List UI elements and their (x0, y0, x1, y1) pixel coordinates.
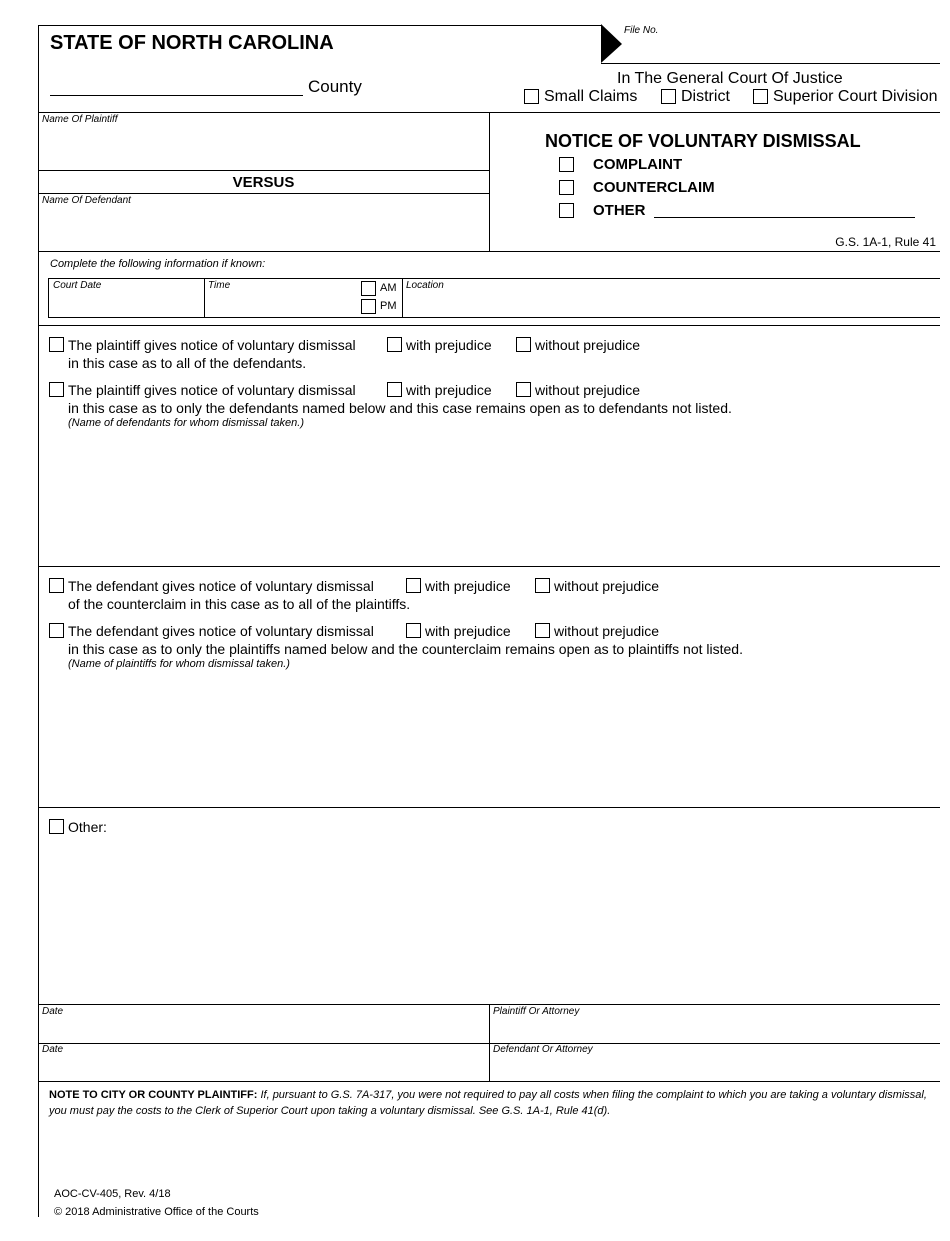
plaintiff-all-defendants-checkbox[interactable] (49, 337, 64, 352)
plaintiff-line (38, 170, 489, 171)
defendants-names-field[interactable] (66, 433, 936, 561)
plaintiffs-names-note: (Name of plaintiffs for whom dismissal taken.) (68, 658, 290, 670)
plaintiff-attorney-label: Plaintiff Or Attorney (493, 1006, 580, 1017)
court-label: In The General Court Of Justice (617, 70, 843, 87)
signature-bottom-line (38, 1081, 940, 1082)
location-field[interactable] (404, 292, 938, 316)
defendant-all-plaintiffs-checkbox[interactable] (49, 578, 64, 593)
defendant-attorney-label: Defendant Or Attorney (493, 1044, 593, 1055)
defendant-named-line2: in this case as to only the plaintiffs named below and the counterclaim remains open as to plaintiffs not listed. (68, 641, 743, 657)
without-prejudice-label: without prejudice (535, 382, 641, 398)
without-prejudice-label: without prejudice (535, 337, 641, 353)
file-no-line (601, 63, 940, 64)
am-checkbox[interactable] (361, 281, 376, 296)
parties-bottom-line (38, 251, 940, 252)
time-label: Time (208, 280, 231, 291)
top-border (38, 25, 601, 26)
plaintiff-all-with-prejudice-checkbox[interactable] (387, 337, 402, 352)
plaintiff-named-with-prejudice-checkbox[interactable] (387, 382, 402, 397)
form-number: AOC-CV-405, Rev. 4/18 (54, 1188, 171, 1200)
file-no-label: File No. (624, 25, 659, 36)
court-date-field[interactable] (50, 292, 202, 316)
other-title-checkbox[interactable] (559, 203, 574, 218)
court-info-bottom (48, 317, 940, 318)
district-checkbox[interactable] (661, 89, 676, 104)
parties-divider (489, 112, 490, 251)
complaint-label: COMPLAINT (593, 156, 683, 173)
pm-label: PM (380, 300, 397, 312)
note-to-plaintiff (49, 1087, 929, 1119)
without-prejudice-label: without prejudice (554, 623, 660, 639)
section-line-1 (38, 325, 940, 326)
defendant-name-field[interactable] (40, 207, 487, 249)
with-prejudice-label: with prejudice (425, 623, 511, 639)
plaintiff-all-line2: in this case as to all of the defendants. (68, 355, 307, 371)
file-no-arrow-icon (601, 24, 623, 64)
county-label: County (308, 77, 362, 96)
plaintiff-attorney-signature[interactable] (491, 1018, 938, 1041)
defendant-named-with-prejudice-checkbox[interactable] (406, 623, 421, 638)
plaintiff-all-without-prejudice-checkbox[interactable] (516, 337, 531, 352)
plaintiff-date-field[interactable] (40, 1018, 487, 1041)
defendant-date-label: Date (42, 1044, 64, 1055)
defendant-name-label: Name Of Defendant (42, 195, 131, 206)
superior-court-label: Superior Court Division (773, 88, 938, 105)
court-info-top (48, 278, 940, 279)
complaint-checkbox[interactable] (559, 157, 574, 172)
pm-checkbox[interactable] (361, 299, 376, 314)
section-line-2 (38, 566, 940, 567)
small-claims-label: Small Claims (544, 88, 638, 105)
plaintiff-all-line1: The plaintiff gives notice of voluntary dismissal (68, 337, 356, 353)
other-title-label: OTHER (593, 202, 646, 219)
defendant-named-without-prejudice-checkbox[interactable] (535, 623, 550, 638)
small-claims-checkbox[interactable] (524, 89, 539, 104)
plaintiffs-names-field[interactable] (66, 674, 936, 802)
signature-mid-line (38, 1043, 940, 1044)
statute-reference: G.S. 1A-1, Rule 41 (835, 235, 936, 249)
counterclaim-checkbox[interactable] (559, 180, 574, 195)
plaintiff-named-defendants-checkbox[interactable] (49, 382, 64, 397)
defendant-named-line1: The defendant gives notice of voluntary dismissal (68, 623, 374, 639)
note-heading: NOTE TO CITY OR COUNTY PLAINTIFF: (49, 1089, 258, 1101)
versus-line (38, 193, 489, 194)
copyright: © 2018 Administrative Office of the Courts (54, 1206, 259, 1218)
other-text-field[interactable] (66, 840, 936, 1000)
with-prejudice-label: with prejudice (406, 382, 492, 398)
district-label: District (681, 88, 730, 105)
versus-label: VERSUS (232, 174, 295, 191)
plaintiff-date-label: Date (42, 1006, 64, 1017)
without-prejudice-label: without prejudice (554, 578, 660, 594)
defendant-all-line2: of the counterclaim in this case as to all of the plaintiffs. (68, 596, 411, 612)
defendant-named-plaintiffs-checkbox[interactable] (49, 623, 64, 638)
other-title-input-line[interactable] (654, 217, 915, 218)
time-field[interactable] (206, 292, 356, 316)
form-title: NOTICE OF VOLUNTARY DISMISSAL (545, 131, 861, 151)
plaintiff-named-line1: The plaintiff gives notice of voluntary dismissal (68, 382, 356, 398)
state-title: STATE OF NORTH CAROLINA (50, 32, 334, 54)
court-date-label: Court Date (53, 280, 102, 291)
court-info-instruction: Complete the following information if known: (50, 258, 266, 270)
defendant-all-with-prejudice-checkbox[interactable] (406, 578, 421, 593)
defendants-names-note: (Name of defendants for whom dismissal taken.) (68, 417, 304, 429)
county-input-line[interactable] (50, 95, 303, 96)
defendant-attorney-signature[interactable] (491, 1056, 938, 1079)
plaintiff-named-line2: in this case as to only the defendants named below and this case remains open as to defendants not listed. (68, 400, 732, 416)
plaintiff-name-label: Name Of Plaintiff (42, 114, 118, 125)
defendant-date-field[interactable] (40, 1056, 487, 1079)
defendant-all-line1: The defendant gives notice of voluntary dismissal (68, 578, 374, 594)
defendant-all-without-prejudice-checkbox[interactable] (535, 578, 550, 593)
file-no-field[interactable] (640, 26, 940, 62)
note-text: If, pursuant to G.S. 7A-317, you were not required to pay all costs when filing the complaint to which you are taking a voluntary dismissal, you must pay the costs to the Clerk of Superior Court upon taking a voluntary dismissal. See G.S. 1A-1, Rule 41(d). (49, 1089, 927, 1117)
with-prejudice-label: with prejudice (406, 337, 492, 353)
plaintiff-named-without-prejudice-checkbox[interactable] (516, 382, 531, 397)
location-label: Location (406, 280, 444, 291)
left-border (38, 25, 39, 1217)
section-line-3 (38, 807, 940, 808)
superior-court-checkbox[interactable] (753, 89, 768, 104)
am-label: AM (380, 282, 397, 294)
plaintiff-name-field[interactable] (40, 126, 487, 168)
counterclaim-label: COUNTERCLAIM (593, 179, 715, 196)
other-checkbox[interactable] (49, 819, 64, 834)
other-label: Other: (68, 819, 107, 835)
with-prejudice-label: with prejudice (425, 578, 511, 594)
